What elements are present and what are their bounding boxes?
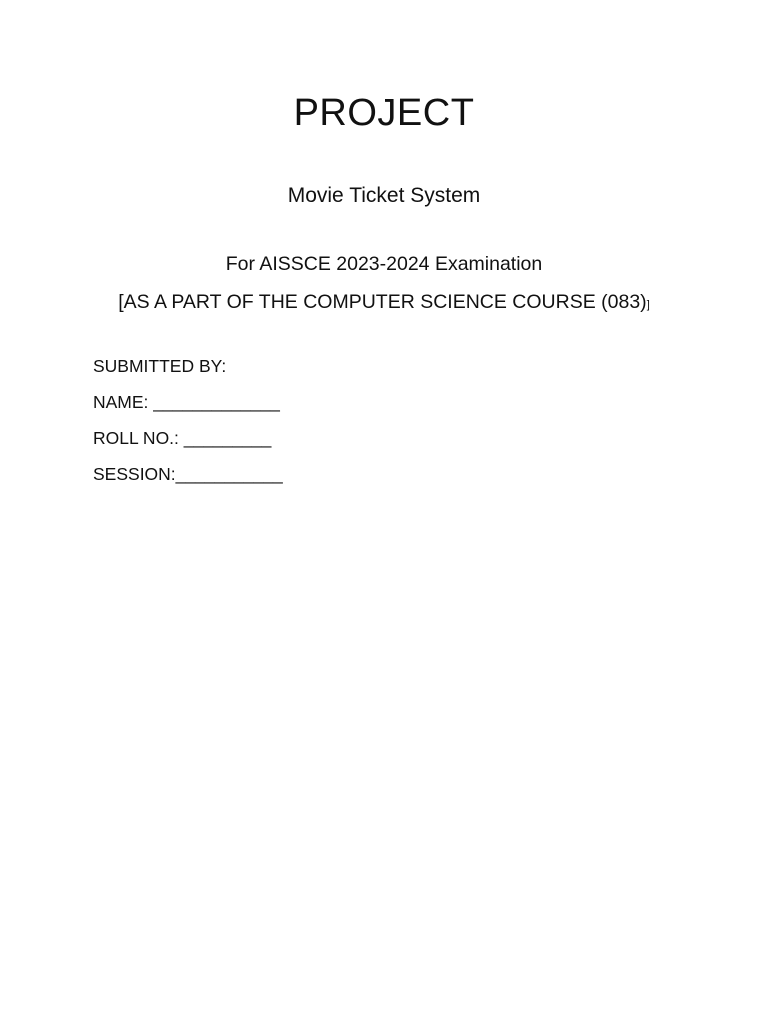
name-field-line: NAME: _____________ [93, 392, 280, 412]
project-title: PROJECT [293, 92, 475, 134]
course-line-closing-bracket: ] [646, 299, 650, 311]
examination-line: For AISSCE 2023-2024 Examination [225, 253, 543, 275]
roll-number-field-line: ROLL NO.: _________ [93, 428, 272, 448]
project-subtitle: Movie Ticket System [287, 184, 481, 207]
course-line [0, 291, 768, 314]
submitted-by-label: SUBMITTED BY: [93, 356, 227, 376]
course-line-text: [AS A PART OF THE COMPUTER SCIENCE COURSE (083) [118, 291, 647, 313]
session-field-line: SESSION:___________ [93, 464, 283, 484]
